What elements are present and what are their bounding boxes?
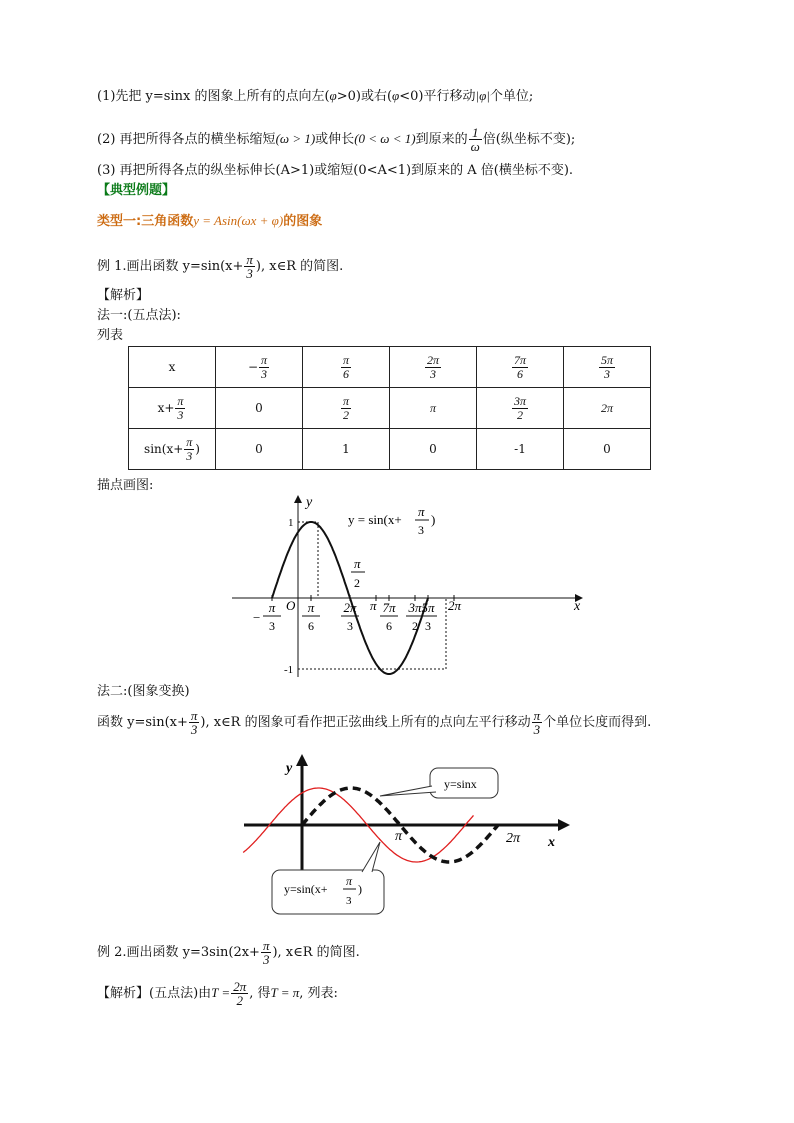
x-ticks [253, 595, 462, 633]
frac-num: π [177, 393, 184, 408]
type1-heading [97, 213, 322, 230]
frac-den: 2 [342, 407, 349, 422]
frac-den: 3 [190, 722, 198, 737]
x-tick-label [419, 600, 437, 633]
table-cell: 2π [564, 388, 651, 429]
example2-suffix: ), x∈R 的简图. [272, 945, 360, 960]
frac-num: 7π [382, 600, 396, 615]
pi-over-3 [189, 709, 200, 736]
frac-num: π [307, 600, 315, 615]
table-cell: 1 [303, 429, 390, 470]
table-row-label [129, 429, 216, 470]
frac-num: 5π [600, 352, 613, 367]
table-cell [477, 388, 564, 429]
step1-text: (1)先把 y=sinx 的图象上所有的点向左( [97, 89, 330, 104]
frac-den: 3 [603, 366, 610, 381]
x-axis-label: x [574, 599, 581, 614]
frac-num: π [342, 393, 349, 408]
last-mid: , 得 [249, 986, 271, 1001]
frac-num: 2π [233, 979, 247, 994]
func-den: 3 [418, 523, 424, 537]
method2-middle: ), x∈R 的图象可看作把正弦曲线上所有的点向左平行移动 [200, 715, 531, 730]
frac-den: 3 [262, 952, 270, 967]
frac-den: 2 [516, 407, 523, 422]
x-tick-label: 2π [448, 598, 462, 613]
sine-graph-1 [226, 492, 596, 682]
y-axis-label: y [306, 495, 313, 510]
func-suffix: ) [431, 512, 436, 527]
frac-den: 6 [516, 366, 523, 381]
step2-or: 或伸长 [315, 132, 355, 147]
plot-label: 描点画图: [97, 478, 154, 493]
liebiao-label: 列表 [97, 328, 124, 343]
frac-num: π [262, 938, 270, 953]
frac-den: 2 [412, 619, 418, 633]
method2-suffix: 个单位长度而得到. [543, 715, 652, 730]
table-row [129, 347, 651, 388]
frac-den: 3 [429, 366, 436, 381]
step1-unit: 个单位; [489, 89, 534, 104]
frac-num: π [268, 600, 276, 615]
label-suffix: ) [195, 441, 200, 456]
step2-to: 到原来的 [415, 132, 468, 147]
step2-text: (2) 再把所得各点的横坐标缩短 [97, 132, 276, 147]
cell-frac [512, 354, 528, 381]
table-row [129, 388, 651, 429]
table-cell: 0 [390, 429, 477, 470]
origin-label: O [286, 598, 296, 613]
pi-tick-label: π [395, 829, 403, 844]
cell-frac [425, 354, 441, 381]
table-row-label [129, 388, 216, 429]
frac-den: 6 [386, 619, 392, 633]
two-pi-tick-label: 2π [506, 831, 521, 846]
label-frac [184, 436, 194, 463]
frac-num: 3π [513, 393, 526, 408]
table-cell [216, 347, 303, 388]
frac-num: π [246, 252, 253, 267]
table-cell [303, 347, 390, 388]
two-pi-over-2 [231, 980, 248, 1007]
section-heading: 【典型例题】 [97, 183, 176, 198]
frac-num: 2π [426, 352, 439, 367]
y-axis-label: y [286, 761, 293, 776]
abs-phi: |φ| [475, 88, 490, 103]
step2-cond1: (ω > 1) [275, 131, 316, 146]
type1-formula: y = Asin(ωx + φ) [193, 213, 284, 228]
frac-den: 3 [186, 448, 193, 463]
method2-label: 法二:(图象变换) [97, 684, 190, 699]
frac-den: 6 [308, 619, 314, 633]
frac-den: 3 [425, 619, 431, 633]
frac-num: π [346, 874, 353, 888]
sine-graph-2 [240, 752, 580, 922]
y-tick-one: 1 [288, 517, 294, 529]
x-axis-label: x [548, 835, 555, 850]
table-cell [564, 347, 651, 388]
cell-frac [259, 354, 269, 381]
jiexi-label: 【解析】 [97, 288, 150, 303]
x-tick-label [253, 600, 281, 633]
y-tick-neg-one: -1 [284, 664, 294, 676]
table-cell: 0 [216, 429, 303, 470]
step1-lt0: <0)平行移动 [399, 89, 476, 104]
type1-suffix: 的图象 [283, 214, 323, 229]
frac-den: 3 [261, 366, 268, 381]
cell-frac [341, 354, 351, 381]
method2-line [97, 708, 651, 738]
frac-num: 1 [469, 126, 482, 140]
pi-over-3 [261, 939, 272, 966]
frac-num: π [186, 434, 193, 449]
label-frac [175, 395, 185, 422]
frac-den: 3 [246, 266, 253, 281]
x-tick-label [341, 600, 359, 633]
frac-den: 2 [354, 576, 360, 590]
frac-den: 3 [533, 722, 541, 737]
table-row-label: x [129, 347, 216, 388]
frac-num: 3π [408, 600, 422, 615]
method2-prefix: 函数 y=sin(x+ [97, 715, 188, 730]
pi-over-3 [244, 253, 255, 280]
minus-sign: − [253, 610, 261, 625]
example2-line [97, 938, 360, 968]
phi-symbol: φ [329, 88, 337, 103]
frac-den: 2 [236, 993, 243, 1008]
x-tick-label: π [370, 598, 377, 613]
last-suffix: , 列表: [299, 986, 338, 1001]
type1-prefix: 类型一:三角函数 [97, 214, 194, 229]
last-prefix: 【解析】(五点法)由 [97, 986, 212, 1001]
cell-frac [512, 395, 528, 422]
frac-den: 6 [342, 366, 349, 381]
frac-den: 3 [269, 619, 275, 633]
table-cell: π [390, 388, 477, 429]
minus-sign: − [247, 359, 259, 374]
table-row [129, 429, 651, 470]
frac-num: 7π [513, 352, 526, 367]
step1-gt0: >0)或右( [336, 89, 393, 104]
last-line [97, 978, 338, 1009]
frac-num: π [533, 708, 541, 723]
label-prefix: sin(x+ [144, 441, 184, 456]
frac-num: π [261, 352, 268, 367]
pi-over-3 [532, 709, 543, 736]
frac-den: ω [470, 139, 480, 154]
pi-over-2-label [351, 556, 365, 590]
frac-den: 3 [347, 619, 353, 633]
frac-num: 5π [421, 600, 435, 615]
period-T-pi: T = π [270, 985, 300, 1000]
x-tick-label [302, 600, 320, 633]
example1-prefix: 例 1.画出函数 y=sin(x+ [97, 259, 244, 274]
frac-den: 3 [177, 407, 184, 422]
callout-prefix: y=sin(x+ [284, 882, 328, 896]
frac-num: π [190, 708, 198, 723]
table-cell: 0 [564, 429, 651, 470]
cell-frac [341, 395, 351, 422]
label-prefix: x+ [157, 400, 175, 415]
function-label [348, 504, 435, 537]
example2-prefix: 例 2.画出函数 y=3sin(2x+ [97, 945, 260, 960]
table-cell [390, 347, 477, 388]
callout-sinx [380, 768, 498, 798]
cell-frac [599, 354, 615, 381]
step1-line [97, 88, 533, 105]
step2-cond2: (0 < ω < 1) [354, 131, 416, 146]
callout-suffix: ) [358, 882, 362, 896]
one-over-omega [469, 126, 482, 153]
func-num: π [418, 504, 425, 519]
frac-den: 3 [346, 895, 352, 907]
x-tick-label [380, 600, 398, 633]
step2-line [97, 124, 575, 155]
callout-text: y=sinx [444, 777, 477, 791]
method1-label: 法一:(五点法): [97, 308, 181, 323]
table-cell: 0 [216, 388, 303, 429]
step2-tail: 倍(纵坐标不变); [482, 132, 576, 147]
example1-line [97, 252, 343, 282]
table-cell [303, 388, 390, 429]
table-cell: -1 [477, 429, 564, 470]
frac-num: 2π [343, 600, 357, 615]
func-prefix: y = sin(x+ [348, 512, 402, 527]
phi-symbol: φ [392, 88, 400, 103]
callout-shifted [272, 842, 384, 914]
period-T: T = [211, 985, 231, 1000]
table-cell [477, 347, 564, 388]
frac-num: π [354, 556, 361, 571]
example1-suffix: ), x∈R 的简图. [255, 259, 344, 274]
frac-num: π [342, 352, 349, 367]
step3-line: (3) 再把所得各点的纵坐标伸长(A>1)或缩短(0<A<1)到原来的 A 倍(横坐标不变). [97, 163, 574, 178]
values-table [128, 346, 651, 470]
